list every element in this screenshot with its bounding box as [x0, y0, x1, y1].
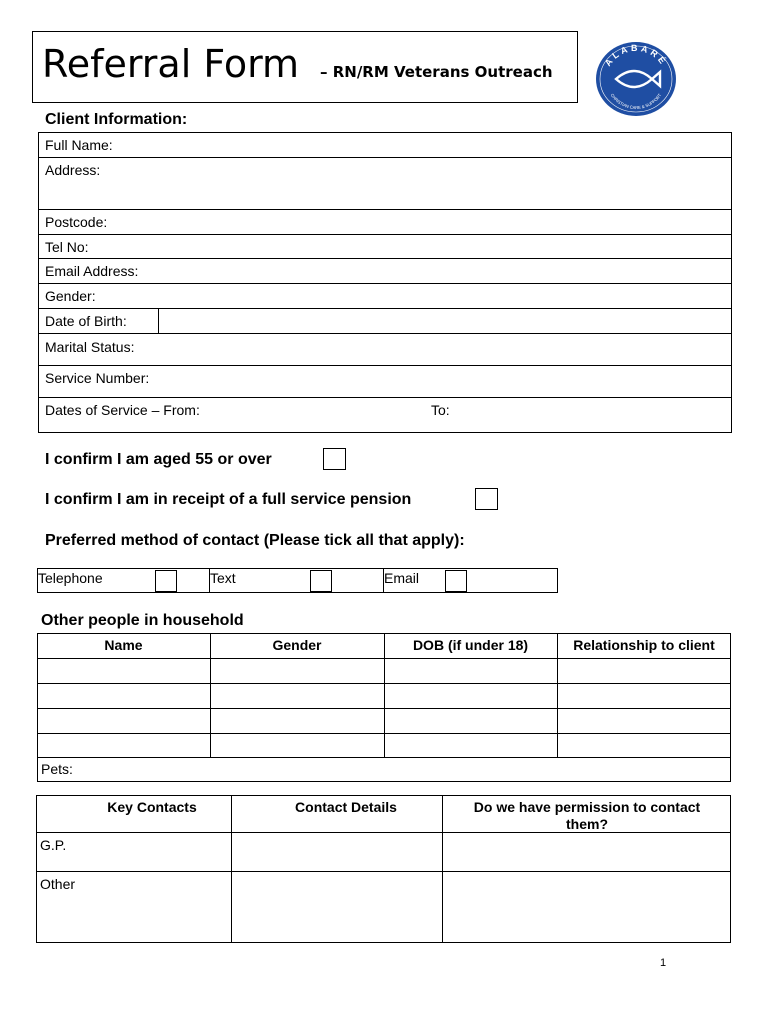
email-label: Email Address:	[45, 263, 139, 279]
form-title: Referral Form	[42, 42, 300, 86]
email-option-label: Email	[384, 570, 420, 586]
key-contacts-col-permission: Do we have permission to contact them?	[473, 799, 701, 832]
form-subtitle: – RN/RM Veterans Outreach	[320, 63, 553, 81]
contact-method-row	[37, 568, 558, 593]
confirm-aged-label: I confirm I am aged 55 or over	[45, 451, 272, 468]
dob-label: Date of Birth:	[45, 313, 127, 329]
pets-label: Pets:	[41, 761, 73, 777]
service-number-label: Service Number:	[45, 370, 150, 386]
client-info-heading: Client Information:	[45, 111, 188, 128]
household-heading: Other people in household	[41, 612, 244, 629]
email-checkbox[interactable]	[445, 570, 467, 592]
address-field[interactable]	[160, 158, 730, 208]
gp-row-label: G.P.	[40, 837, 67, 853]
household-col-name: Name	[104, 637, 143, 653]
household-col-gender: Gender	[272, 637, 322, 653]
household-col-relationship: Relationship to client	[573, 637, 715, 653]
full-name-label: Full Name:	[45, 137, 113, 153]
logo-tagline: CHRISTIAN CARE & SUPPORT	[609, 92, 663, 111]
household-col-dob: DOB (if under 18)	[412, 637, 529, 653]
confirm-pension-checkbox[interactable]	[475, 488, 498, 510]
key-contacts-col-details: Contact Details	[295, 799, 397, 815]
gender-label: Gender:	[45, 288, 96, 304]
contact-method-heading: Preferred method of contact (Please tick all that apply):	[45, 532, 465, 549]
page-number: 1	[660, 957, 667, 969]
postcode-label: Postcode:	[45, 214, 108, 230]
text-checkbox[interactable]	[310, 570, 332, 592]
dob-field[interactable]	[160, 309, 730, 332]
address-label: Address:	[45, 162, 101, 178]
logo-word: ALABARÉ	[602, 42, 670, 69]
telephone-checkbox[interactable]	[155, 570, 177, 592]
dates-of-service-from-label: Dates of Service – From:	[45, 402, 200, 418]
title-box	[32, 31, 578, 103]
key-contacts-col-contacts: Key Contacts	[107, 799, 197, 815]
marital-status-label: Marital Status:	[45, 339, 135, 355]
dates-of-service-to-label: To:	[431, 402, 450, 418]
text-option-label: Text	[210, 570, 236, 586]
telephone-option-label: Telephone	[38, 570, 103, 586]
alabare-logo	[594, 41, 678, 117]
confirm-aged-checkbox[interactable]	[323, 448, 346, 470]
other-row-label: Other	[40, 876, 76, 892]
full-name-field[interactable]	[160, 133, 730, 156]
tel-label: Tel No:	[45, 239, 89, 255]
confirm-pension-label: I confirm I am in receipt of a full service pension	[45, 491, 412, 508]
